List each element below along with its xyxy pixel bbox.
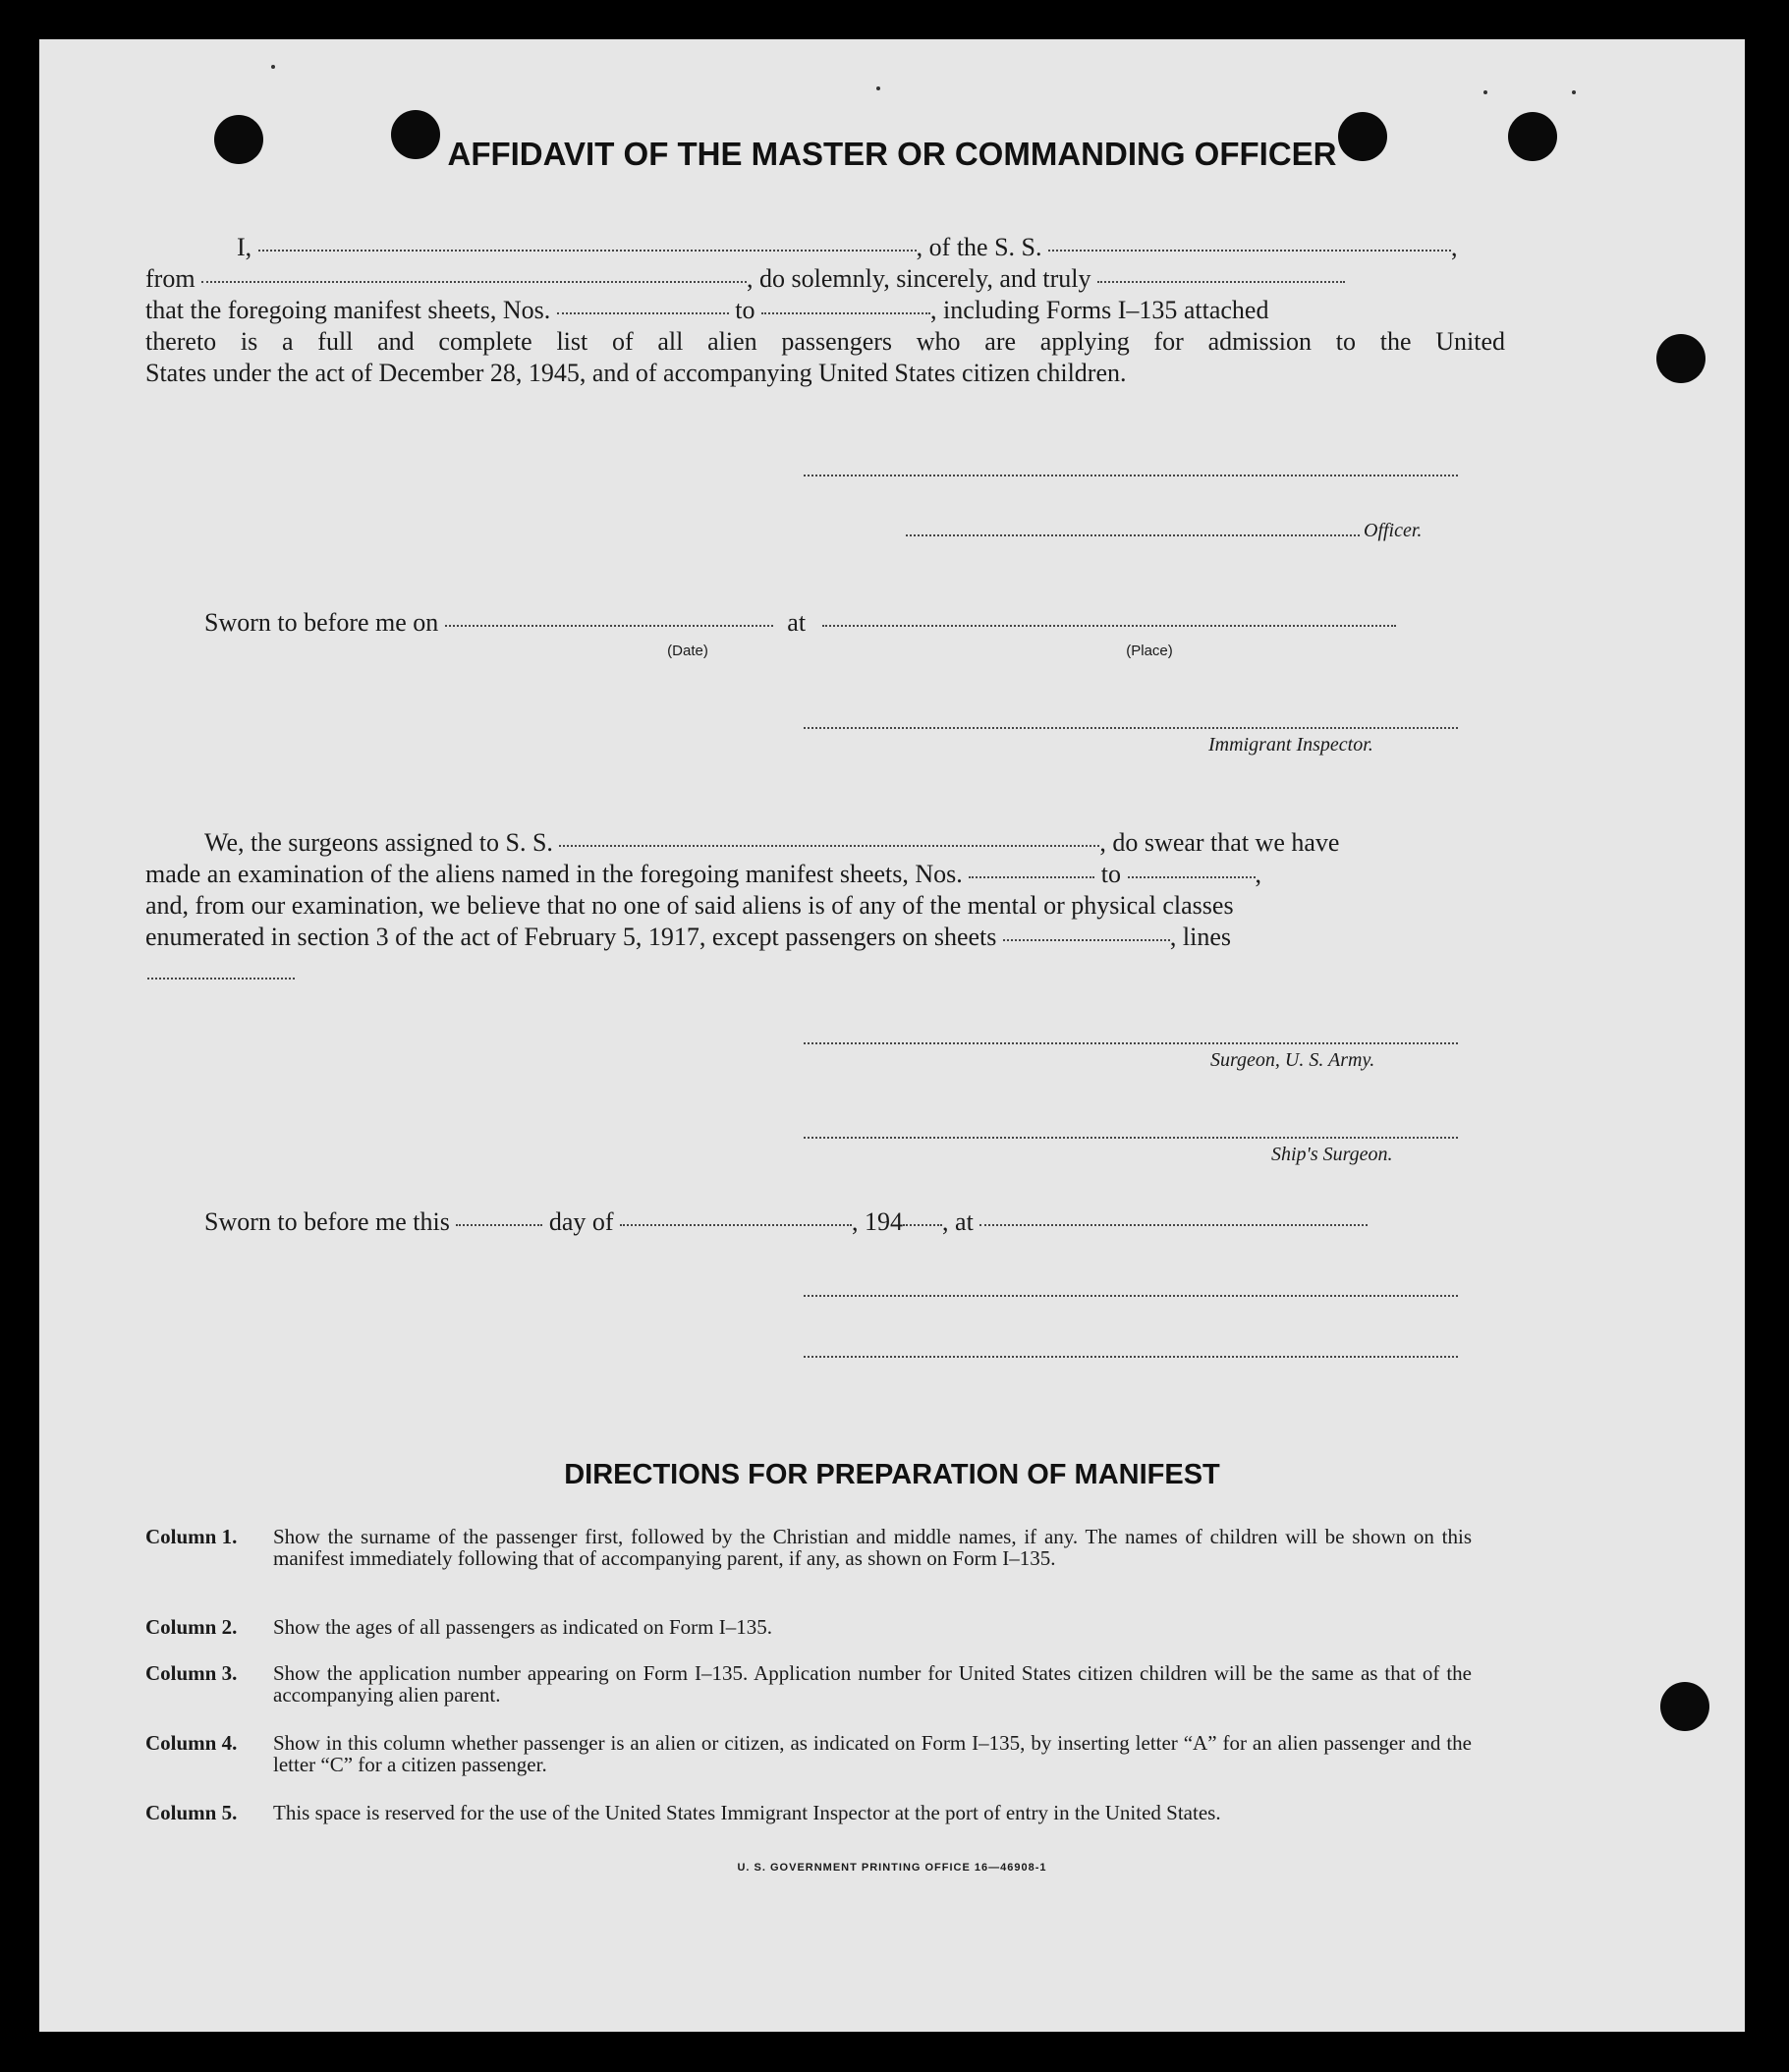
paper-speck	[1572, 90, 1576, 94]
from-field[interactable]	[201, 281, 747, 283]
column-label: Column 1.	[145, 1525, 238, 1548]
direction-item	[145, 1662, 1472, 1709]
column-label: Column 5.	[145, 1801, 238, 1824]
sworn-date-field[interactable]	[445, 625, 773, 627]
sworn2-dayof: day of	[548, 1207, 614, 1236]
surgeons-text-4: enumerated in section 3 of the act of February 5, 1917, except passengers on sheets	[145, 923, 997, 951]
column-text: Show in this column whether passenger is an alien or citizen, as indicated on Form I–135, by inserting letter “A” for an alien passenger and the letter “C” for a citizen passenger.	[273, 1731, 1472, 1776]
master-text-line5: States under the act of December 28, 1945, and of accompanying United States citizen children.	[145, 359, 1127, 387]
sworn1-text: Sworn to before me on	[204, 608, 439, 637]
ship-surgeon-label: Ship's Surgeon.	[1271, 1144, 1393, 1165]
officer-label: Officer.	[1364, 520, 1423, 541]
column-label: Column 3.	[145, 1661, 238, 1685]
surgeons-text-1: We, the surgeons assigned to S. S.	[204, 828, 553, 857]
sworn2-year: , 194	[852, 1207, 904, 1236]
column-text: Show the ages of all passengers as indicated on Form I–135.	[273, 1615, 772, 1639]
sworn-place-field[interactable]	[822, 625, 1396, 627]
direction-item	[145, 1526, 1472, 1595]
surgeons-text-comma: ,	[1255, 860, 1261, 888]
column-label: Column 4.	[145, 1731, 238, 1755]
swear-field[interactable]	[1097, 281, 1345, 283]
column-label: Column 2.	[145, 1615, 238, 1639]
paper-speck	[876, 86, 880, 90]
column-text: This space is reserved for the use of the United States Immigrant Inspector at the port of entry in the United States.	[273, 1801, 1221, 1824]
master-text-i: I,	[237, 233, 252, 261]
paper-speck	[271, 65, 275, 69]
surgeons-text-2: made an examination of the aliens named in the foregoing manifest sheets, Nos.	[145, 860, 963, 888]
direction-item	[145, 1616, 1472, 1642]
punch-hole	[1660, 1682, 1709, 1731]
signature-line-army-surgeon[interactable]	[804, 1042, 1458, 1044]
month-field[interactable]	[620, 1224, 852, 1226]
form-page	[39, 39, 1745, 2032]
officer-title-field[interactable]	[906, 534, 1360, 536]
signature-line-official-1[interactable]	[804, 1295, 1458, 1297]
sworn2-place-field[interactable]	[979, 1224, 1368, 1226]
signature-line-official-2[interactable]	[804, 1356, 1458, 1358]
name-field[interactable]	[258, 250, 917, 252]
direction-item	[145, 1732, 1472, 1779]
surgeons-ship-field[interactable]	[559, 845, 1099, 847]
surgeons-text-to: to	[1100, 860, 1121, 888]
surgeons-text-3: and, from our examination, we believe that no one of said aliens is of any of the mental or physical classes	[145, 891, 1234, 920]
lines-field[interactable]	[147, 978, 295, 980]
sheets-from-field[interactable]	[557, 312, 729, 314]
paper-speck	[1483, 90, 1487, 94]
ship-name-field[interactable]	[1048, 250, 1451, 252]
master-text-to: to	[735, 296, 755, 324]
master-text-including: , including Forms I–135 attached	[930, 296, 1269, 324]
sworn1-at: at	[787, 608, 807, 637]
master-text-ss: , of the S. S.	[916, 233, 1042, 261]
master-text-from: from	[145, 264, 196, 293]
surgeons-sheets-from-field[interactable]	[969, 876, 1094, 878]
sworn2-text: Sworn to before me this	[204, 1207, 450, 1236]
army-surgeon-label: Surgeon, U. S. Army.	[1210, 1049, 1375, 1071]
surgeons-text-swear: , do swear that we have	[1099, 828, 1340, 857]
master-text-sheets: that the foregoing manifest sheets, Nos.	[145, 296, 551, 324]
signature-line-inspector[interactable]	[804, 727, 1458, 729]
column-text: Show the application number appearing on Form I–135. Application number for United States citizen children will be the same as that of the accompanying alien parent.	[273, 1661, 1472, 1707]
column-text: Show the surname of the passenger first, followed by the Christian and middle names, if any. The names of children will be shown on this manifest immediately following that of accompanying parent, if any, as shown on Form I–135.	[273, 1525, 1472, 1570]
except-sheets-field[interactable]	[1003, 939, 1170, 941]
printing-office-footer: U. S. GOVERNMENT PRINTING OFFICE 16—46908-1	[737, 1862, 1047, 1874]
sworn2-at: , at	[942, 1207, 974, 1236]
day-field[interactable]	[456, 1224, 542, 1226]
punch-hole	[1656, 334, 1705, 383]
signature-line-ship-surgeon[interactable]	[804, 1137, 1458, 1139]
sheets-to-field[interactable]	[761, 312, 930, 314]
master-text-solemnly: , do solemnly, sincerely, and truly	[747, 264, 1091, 293]
page-title: AFFIDAVIT OF THE MASTER OR COMMANDING OFFICER	[447, 136, 1337, 172]
year-digit-field[interactable]	[903, 1224, 942, 1226]
inspector-label: Immigrant Inspector.	[1208, 734, 1373, 756]
master-text-comma: ,	[1451, 233, 1458, 261]
directions-title: DIRECTIONS FOR PREPARATION OF MANIFEST	[564, 1459, 1220, 1490]
direction-item	[145, 1802, 1472, 1849]
master-text-line4: thereto is a full and complete list of all alien passengers who are applying for admission to the United	[145, 327, 1505, 356]
surgeons-sheets-to-field[interactable]	[1128, 876, 1256, 878]
place-caption: (Place)	[1126, 643, 1173, 659]
date-caption: (Date)	[667, 643, 708, 659]
surgeons-text-lines: , lines	[1169, 923, 1232, 951]
signature-line-master[interactable]	[804, 475, 1458, 476]
